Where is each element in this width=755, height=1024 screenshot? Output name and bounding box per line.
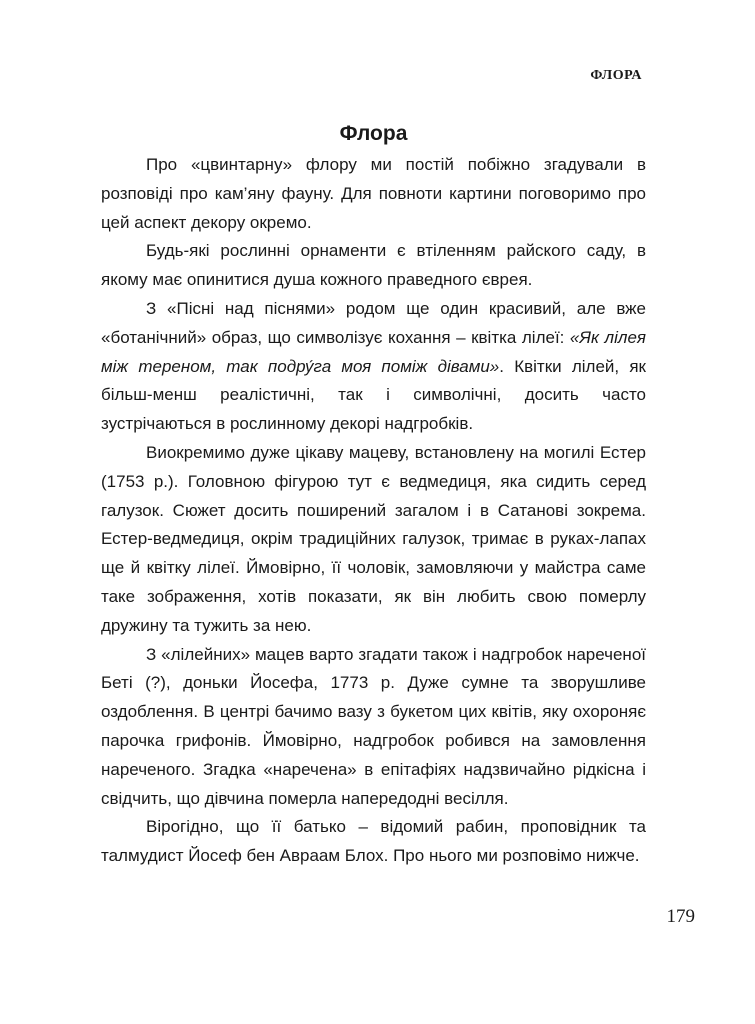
section-title: Флора (339, 122, 408, 145)
paragraph-3-rest: . Квітки лілей, як більш-менш реалістичні, так і символічні, досить часто зустрічаються в рослинному декорі надгробків. (101, 356, 646, 434)
paragraph-2: Будь-які рослинні орнаменти є втіленням райского саду, в якому має опинитися душа кожного праведного єврея. (101, 241, 646, 290)
main-text-block (101, 117, 646, 871)
paragraph-6: Вірогідно, що її батько – відомий рабин, проповідник та талмудист Йосеф бен Авраам Блох. Про нього ми розповімо нижче. (101, 817, 646, 866)
paragraph-3-intro: З «Пісні над піснями» родом ще один красивий, але вже «ботанічний» образ, що символізує кохання – квітка лілеї: (101, 298, 646, 347)
page-number: 179 (666, 906, 695, 927)
running-header-title: ФЛОРА (590, 68, 642, 83)
song-of-songs-quote: «Як лілея між тереном, так подру́га моя поміж дівами» (101, 327, 646, 376)
paragraph-4: Виокремимо дуже цікаву мацеву, встановлену на могилі Естер (1753 р.). Головною фігурою тут є ведмедиця, яка сидить серед галузок. Сюжет досить поширений загалом і в Сатанові зокрема. Естер-ведмедиця, окрім традиційних галузок, тримає в руках-лапах ще й квітку лілеї. Ймовірно, її чоловік, замовляючи у майстра саме таке зображення, хотів показати, як він любить свою померлу дружину та тужить за нею. (101, 442, 646, 635)
paragraph-3 (101, 295, 646, 439)
paragraph-1: Про «цвинтарну» флору ми постій побіжно згадували в розповіді про кам’яну фауну. Для повноти картини поговоримо про цей аспект декору окремо. (101, 155, 646, 232)
paragraph-5: З «лілейних» мацев варто згадати також і надгробок нареченої Беті (?), доньки Йосефа, 1773 р. Дуже сумне та зворушливе оздоблення. В центрі бачимо вазу з букетом цих квітів, яку охороняє парочка грифонів. Ймовірно, надгробок робився на замовлення нареченого. Згадка «наречена» в епітафіях надзвичайно рідкісна і свідчить, що дівчина померла напередодні весілля. (101, 644, 646, 808)
